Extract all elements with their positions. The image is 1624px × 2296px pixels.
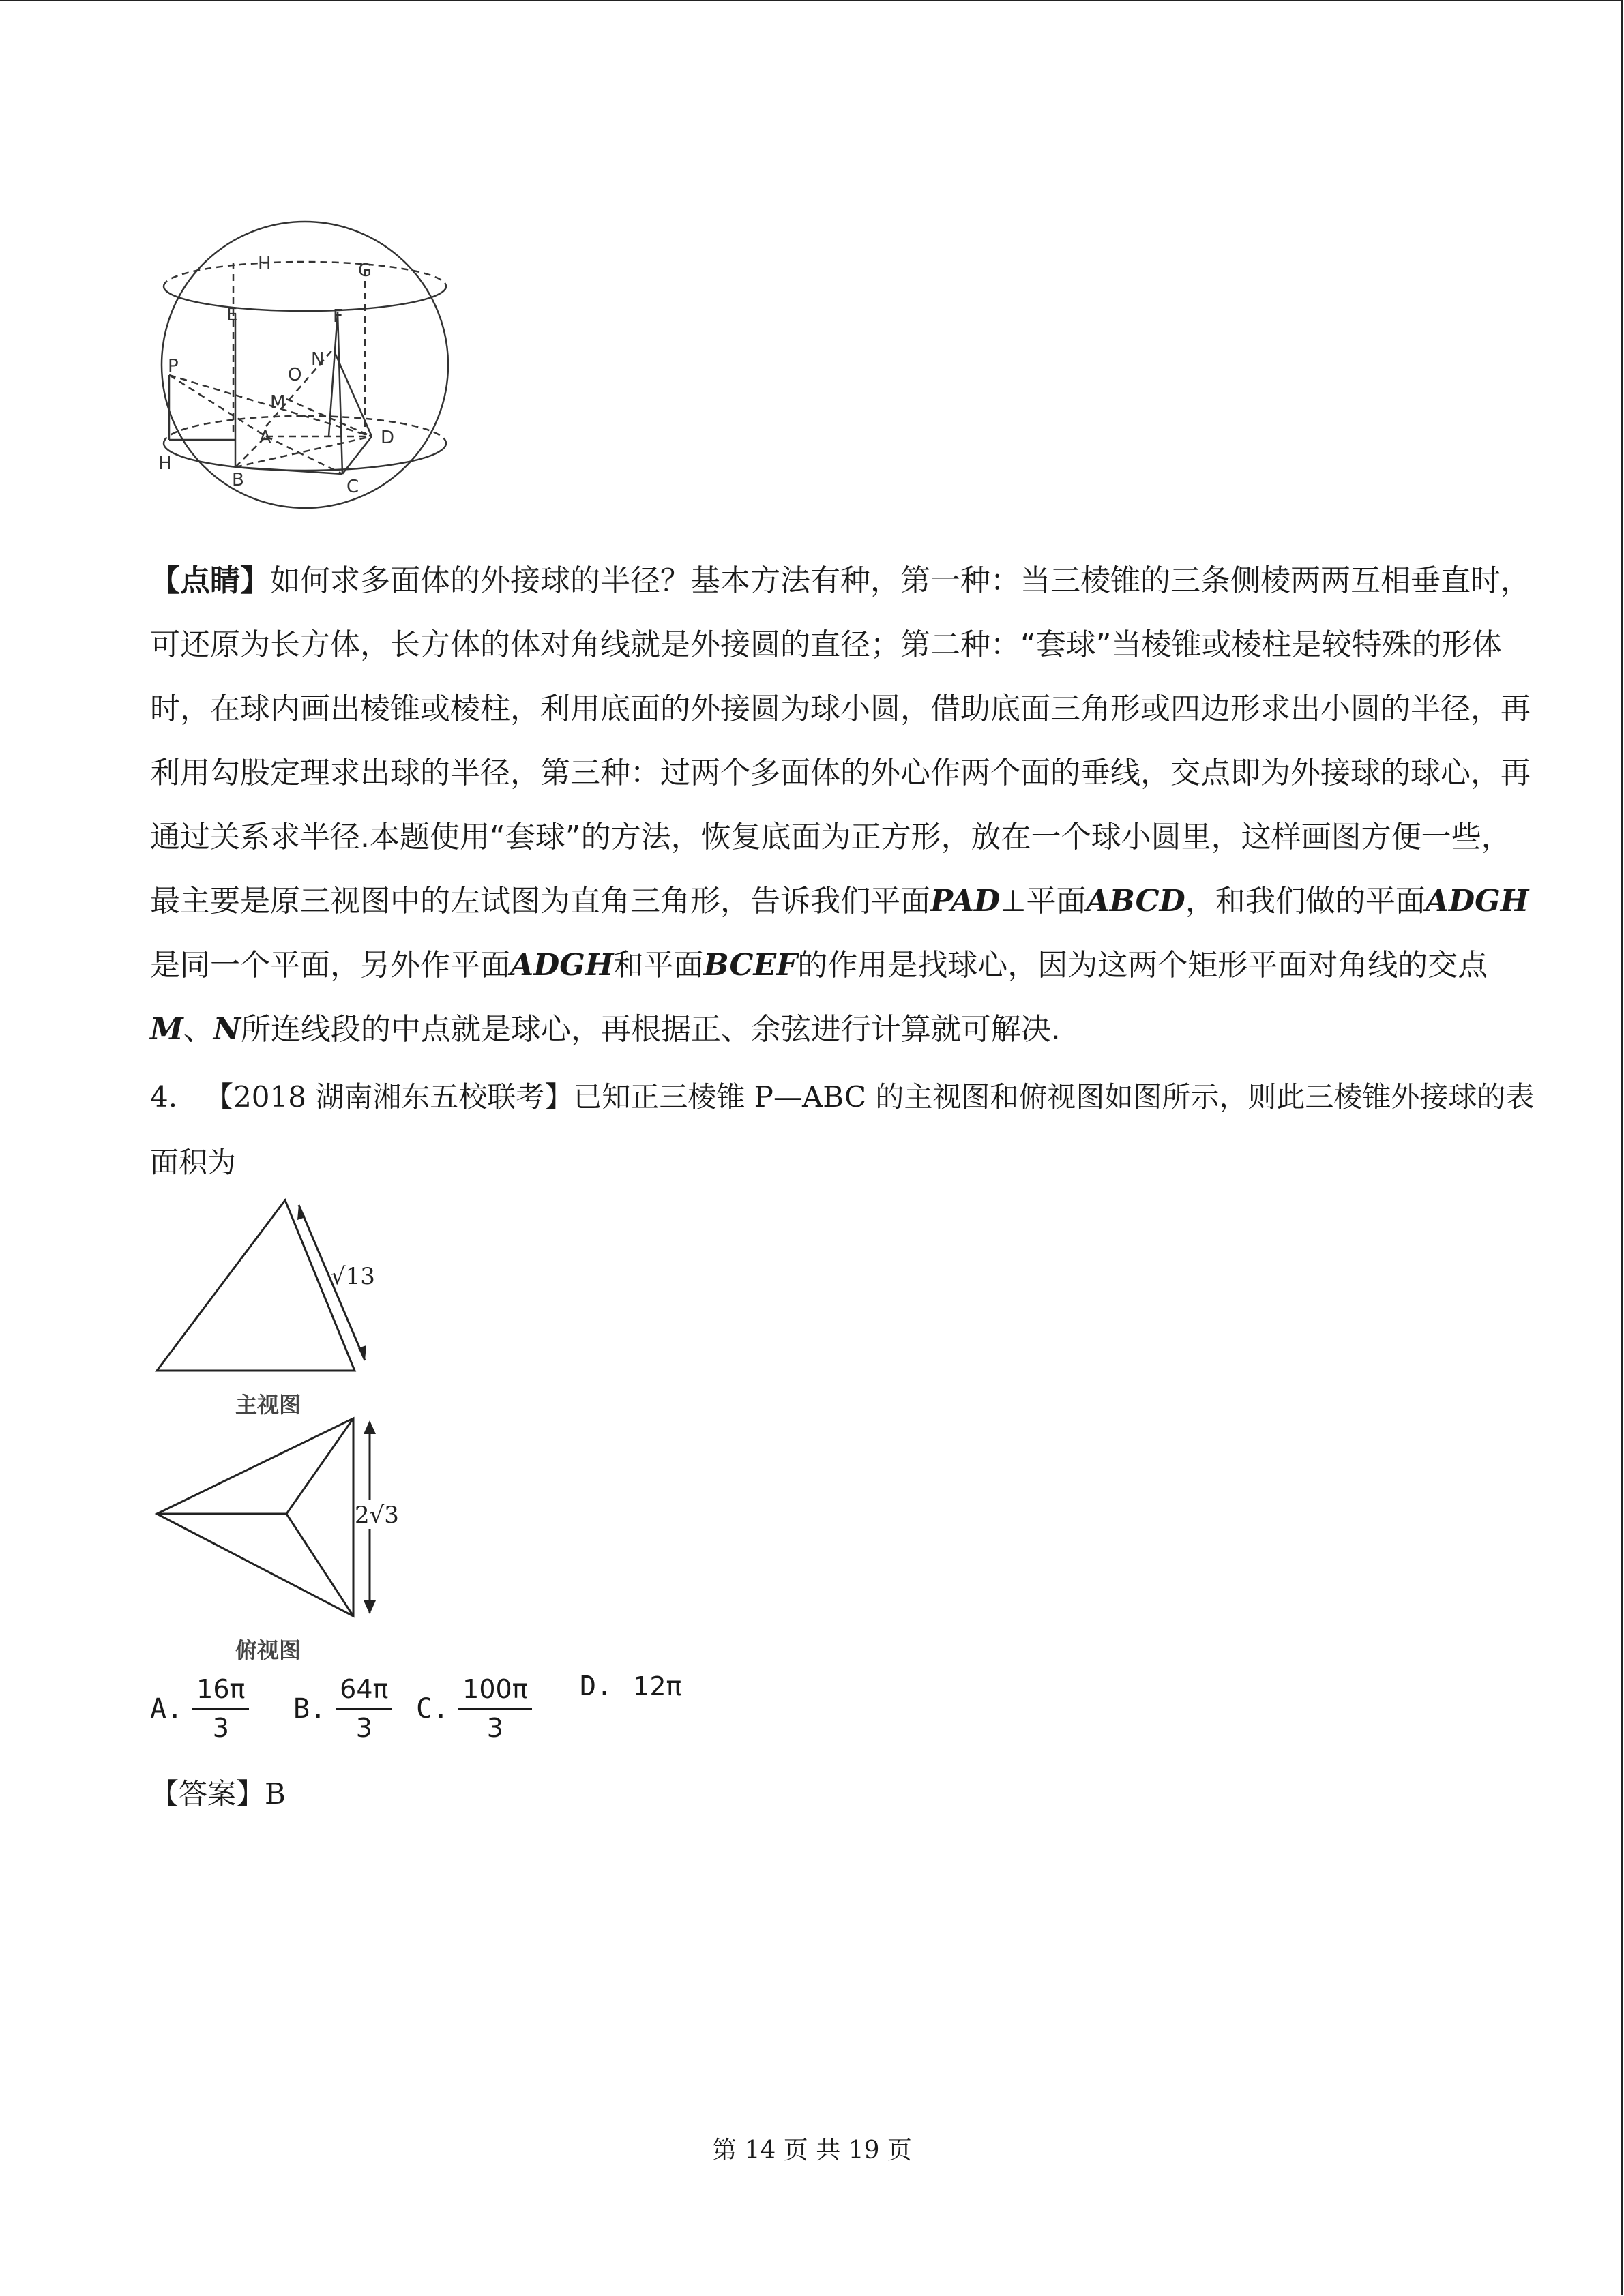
commentary-line-8: M、N所连线段的中点就是球心，再根据正、余弦进行计算就可解决. [150, 1012, 1061, 1047]
label-n: N [311, 349, 325, 370]
page-footer: 第 14 页 共 19 页 [712, 2136, 912, 2164]
front-dimension-label: √13 [331, 1263, 375, 1290]
top-view-triangle [157, 1418, 353, 1616]
math-bcef: BCEF [703, 948, 798, 983]
math-pad: PAD [930, 884, 1001, 919]
top-view-diagram [150, 1415, 437, 1633]
sphere-outline [162, 222, 448, 508]
top-circle-back [164, 262, 446, 286]
top-circle-front [164, 286, 446, 311]
option-c[interactable]: C. $\frac{100\pi}{3}$ [416, 1671, 542, 1746]
bottom-circle-front [164, 443, 446, 471]
label-p: P [168, 356, 179, 376]
front-view-caption: 主视图 [235, 1392, 301, 1418]
commentary-line-6: 最主要是原三视图中的左试图为直角三角形，告诉我们平面PAD⊥平面ABCD，和我们做的平面ADGH [150, 884, 1529, 919]
label-e: E [226, 305, 238, 325]
commentary-line-2: 可还原为长方体，长方体的体对角线就是外接圆的直径；第二种：“套球”当棱锥或棱柱是较特殊的形体 [150, 627, 1502, 662]
label-h-top: H [258, 254, 271, 274]
answer-line [150, 1772, 286, 1813]
top-dimension-label: 2√3 [355, 1502, 399, 1529]
question-line-2: 面积为 [150, 1146, 237, 1179]
label-b: B [232, 470, 244, 490]
question-source: 【2018 湖南湘东五校联考】 [205, 1080, 574, 1114]
top-view-edge-c [286, 1514, 353, 1616]
commentary-line-5: 通过关系求半径.本题使用“套球”的方法，恢复底面为正方形，放在一个球小圆里，这样画图方便一些， [150, 820, 1511, 854]
commentary-line-7: 是同一个平面，另外作平面ADGH和平面BCEF的作用是找球心，因为这两个矩形平面对角线的交点 [150, 948, 1488, 983]
option-d[interactable]: D. 12π [580, 1671, 682, 1702]
math-abcd: ABCD [1086, 884, 1185, 919]
answer-tag: 【答案】 [150, 1777, 265, 1810]
math-n: N [213, 1012, 241, 1047]
commentary-tag: 【点睛】 [150, 563, 270, 598]
math-adgh-2: ADGH [510, 948, 614, 983]
commentary-line-3: 时，在球内画出棱锥或棱柱，利用底面的外接圆为球小圆，借助底面三角形或四边形求出小圆的半径，再 [150, 691, 1531, 726]
top-view-edge-b [286, 1418, 353, 1514]
label-m: M [270, 392, 286, 413]
commentary-line-4: 利用勾股定理求出球的半径，第三种：过两个多面体的外心作两个面的垂线，交点即为外接球的球心，再 [150, 756, 1531, 790]
sphere-diagram [150, 218, 464, 518]
label-d: D [381, 428, 395, 448]
math-m: M [150, 1012, 183, 1047]
top-view-caption: 俯视图 [235, 1637, 301, 1663]
label-g: G [358, 260, 372, 281]
label-o: O [288, 365, 302, 385]
question-text: 已知正三棱锥 P—ABC 的主视图和俯视图如图所示，则此三棱锥外接球的表 [573, 1080, 1535, 1114]
label-f: F [333, 306, 343, 327]
commentary-line-1: 【点睛】如何求多面体的外接球的半径？基本方法有种，第一种：当三棱锥的三条侧棱两两互相垂直时， [150, 563, 1531, 598]
label-h-bottom: H [158, 453, 172, 474]
option-a[interactable]: A. $\frac{16\pi}{3}$ [150, 1671, 259, 1746]
question-line-1 [150, 1075, 1534, 1116]
answer-value: B [265, 1777, 286, 1810]
front-view-triangle [157, 1200, 355, 1371]
math-adgh: ADGH [1425, 884, 1529, 919]
question-number: 4. [150, 1080, 178, 1114]
label-c: C [346, 477, 359, 497]
label-a: A [259, 428, 271, 448]
option-b[interactable]: B. $\frac{64\pi}{3}$ [293, 1671, 402, 1746]
front-view-diagram [150, 1190, 396, 1381]
